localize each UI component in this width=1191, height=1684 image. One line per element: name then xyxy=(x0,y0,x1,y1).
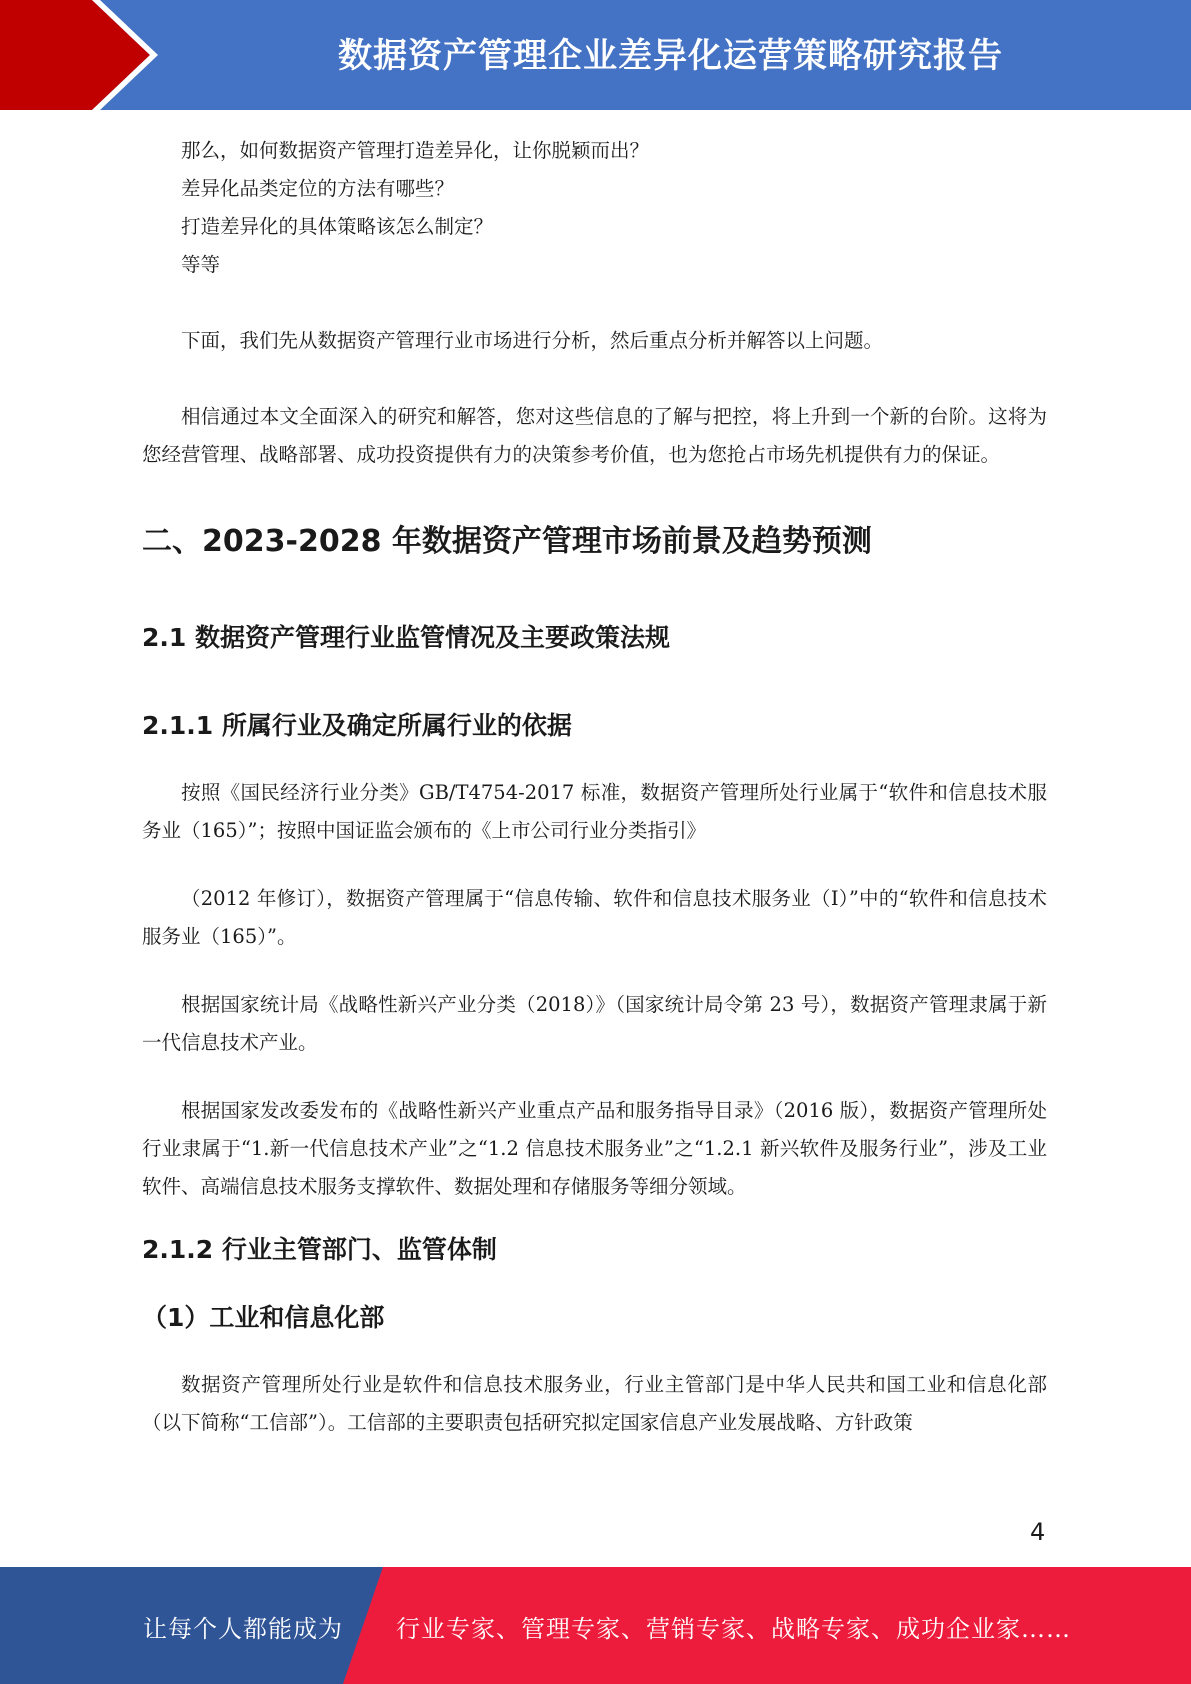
section-heading: 二、2023-2028 年数据资产管理市场前景及趋势预测 xyxy=(142,524,872,559)
paragraph: （2012 年修订），数据资产管理属于“信息传输、软件和信息技术服务业（I）”中的“软件和信息技术服务业（165）”。 xyxy=(142,887,1047,948)
subsection-heading: 2.1 数据资产管理行业监管情况及主要政策法规 xyxy=(142,623,670,652)
paragraph: 根据国家统计局《战略性新兴产业分类（2018）》（国家统计局令第 23 号），数据资产管理隶属于新一代信息技术产业。 xyxy=(142,993,1047,1054)
paragraph: 下面，我们先从数据资产管理行业市场进行分析，然后重点分析并解答以上问题。 xyxy=(181,329,884,352)
document-body xyxy=(142,132,1047,1442)
subsubsection-heading: 2.1.1 所属行业及确定所属行业的依据 xyxy=(142,711,572,740)
page-number: 4 xyxy=(1030,1518,1046,1546)
intro-question: 打造差异化的具体策略该怎么制定？ xyxy=(181,215,494,238)
sub-item-heading: （1）工业和信息化部 xyxy=(142,1303,385,1332)
page-footer xyxy=(0,1567,1191,1684)
intro-question: 差异化品类定位的方法有哪些？ xyxy=(181,177,455,200)
subsubsection-heading: 2.1.2 行业主管部门、监管体制 xyxy=(142,1235,497,1264)
paragraph: 根据国家发改委发布的《战略性新兴产业重点产品和服务指导目录》（2016 版），数据资产管理所处行业隶属于“1.新一代信息技术产业”之“1.2 信息技术服务业”之“1.2.1 新兴软件及服务行业”，涉及工业软件、高端信息技术服务支撑软件、数据处理和存储服务等细分领域。 xyxy=(142,1099,1047,1198)
paragraph: 按照《国民经济行业分类》GB/T4754-2017 标准，数据资产管理所处行业属于“软件和信息技术服务业（165）”；按照中国证监会颁布的《上市公司行业分类指引》 xyxy=(142,781,1047,842)
footer-slogan-right: 行业专家、管理专家、营销专家、战略专家、成功企业家…… xyxy=(396,1615,1071,1643)
report-title: 数据资产管理企业差异化运营策略研究报告 xyxy=(338,36,1003,76)
paragraph: 数据资产管理所处行业是软件和信息技术服务业，行业主管部门是中华人民共和国工业和信息化部（以下简称“工信部”）。工信部的主要职责包括研究拟定国家信息产业发展战略、方针政策 xyxy=(142,1373,1047,1434)
footer-slogan-left: 让每个人都能成为 xyxy=(143,1615,343,1643)
intro-question: 等等 xyxy=(181,253,221,276)
paragraph: 相信通过本文全面深入的研究和解答，您对这些信息的了解与把控，将上升到一个新的台阶。这将为您经营管理、战略部署、成功投资提供有力的决策参考价值，也为您抢占市场先机提供有力的保证。 xyxy=(142,405,1047,466)
page-header xyxy=(0,0,1191,110)
intro-question: 那么，如何数据资产管理打造差异化，让你脱颖而出？ xyxy=(181,139,650,162)
